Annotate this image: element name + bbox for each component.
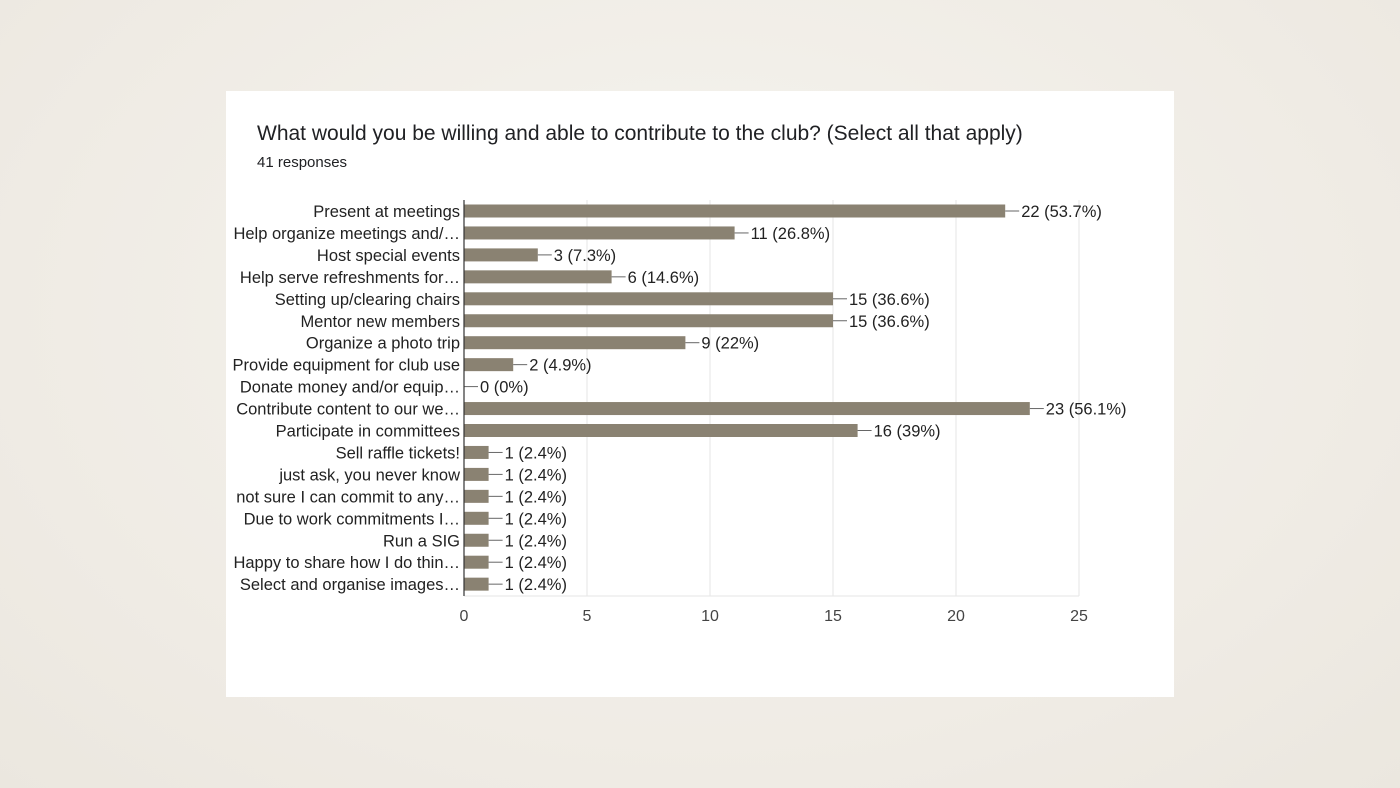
data-label: 0 (0%) — [480, 378, 529, 397]
category-label: just ask, you never know — [279, 466, 460, 485]
x-tick-label: 25 — [1070, 608, 1088, 625]
bar — [464, 358, 513, 371]
category-label: Participate in committees — [275, 422, 460, 441]
data-label: 1 (2.4%) — [504, 466, 567, 485]
x-tick-label: 0 — [459, 608, 469, 625]
data-label: 1 (2.4%) — [504, 576, 567, 595]
chart-title: What would you be willing and able to contribute to the club? (Select all that apply) — [257, 122, 1023, 145]
category-label: Host special events — [316, 246, 460, 265]
data-label: 15 (36.6%) — [849, 290, 930, 309]
data-label: 6 (14.6%) — [627, 268, 700, 287]
category-label: Provide equipment for club use — [232, 356, 460, 375]
data-label: 2 (4.9%) — [529, 356, 592, 375]
x-tick-label: 20 — [947, 608, 965, 625]
bar — [464, 446, 489, 459]
data-label: 1 (2.4%) — [504, 444, 567, 463]
x-tick-label: 10 — [701, 608, 719, 625]
data-label: 15 (36.6%) — [849, 312, 930, 331]
bar — [464, 534, 489, 547]
data-label: 1 (2.4%) — [504, 510, 567, 529]
x-tick-label: 5 — [582, 608, 592, 625]
category-label: not sure I can commit to any… — [236, 488, 460, 507]
data-label: 23 (56.1%) — [1045, 400, 1127, 419]
data-label: 9 (22%) — [701, 334, 760, 353]
data-label: 1 (2.4%) — [504, 532, 567, 551]
bar-chart — [226, 91, 1174, 697]
data-label: 22 (53.7%) — [1021, 203, 1102, 221]
category-label: Present at meetings — [313, 203, 460, 221]
category-label: Contribute content to our we… — [236, 400, 460, 419]
bar — [464, 468, 489, 481]
data-label: 16 (39%) — [873, 422, 941, 441]
bar — [464, 424, 858, 437]
data-label: 1 (2.4%) — [504, 554, 567, 573]
response-count: 41 responses — [257, 154, 348, 171]
category-label: Organize a photo trip — [305, 334, 460, 353]
bar — [464, 314, 833, 327]
chart-card — [226, 91, 1174, 697]
category-label: Select and organise images… — [239, 576, 460, 595]
bar — [464, 578, 489, 591]
data-label: 11 (26.8%) — [750, 224, 831, 243]
category-label: Sell raffle tickets! — [335, 444, 460, 463]
category-label: Help organize meetings and/… — [233, 224, 460, 243]
bar — [464, 270, 612, 283]
bar — [464, 292, 833, 305]
category-label: Setting up/clearing chairs — [274, 290, 460, 309]
category-label: Happy to share how I do thin… — [233, 554, 460, 573]
x-tick-label: 15 — [824, 608, 842, 625]
bar — [464, 490, 489, 503]
category-label: Donate money and/or equip… — [239, 378, 460, 397]
category-label: Help serve refreshments for… — [239, 268, 460, 287]
bar — [464, 402, 1030, 415]
bar — [464, 226, 735, 239]
bar — [464, 512, 489, 525]
data-label: 3 (7.3%) — [553, 246, 617, 265]
category-label: Due to work commitments I… — [243, 510, 460, 529]
bar — [464, 336, 685, 349]
bar — [464, 248, 538, 261]
bar — [464, 205, 1005, 218]
data-label: 1 (2.4%) — [504, 488, 567, 507]
category-label: Mentor new members — [300, 312, 460, 331]
category-label: Run a SIG — [382, 532, 460, 551]
bar — [464, 556, 489, 569]
